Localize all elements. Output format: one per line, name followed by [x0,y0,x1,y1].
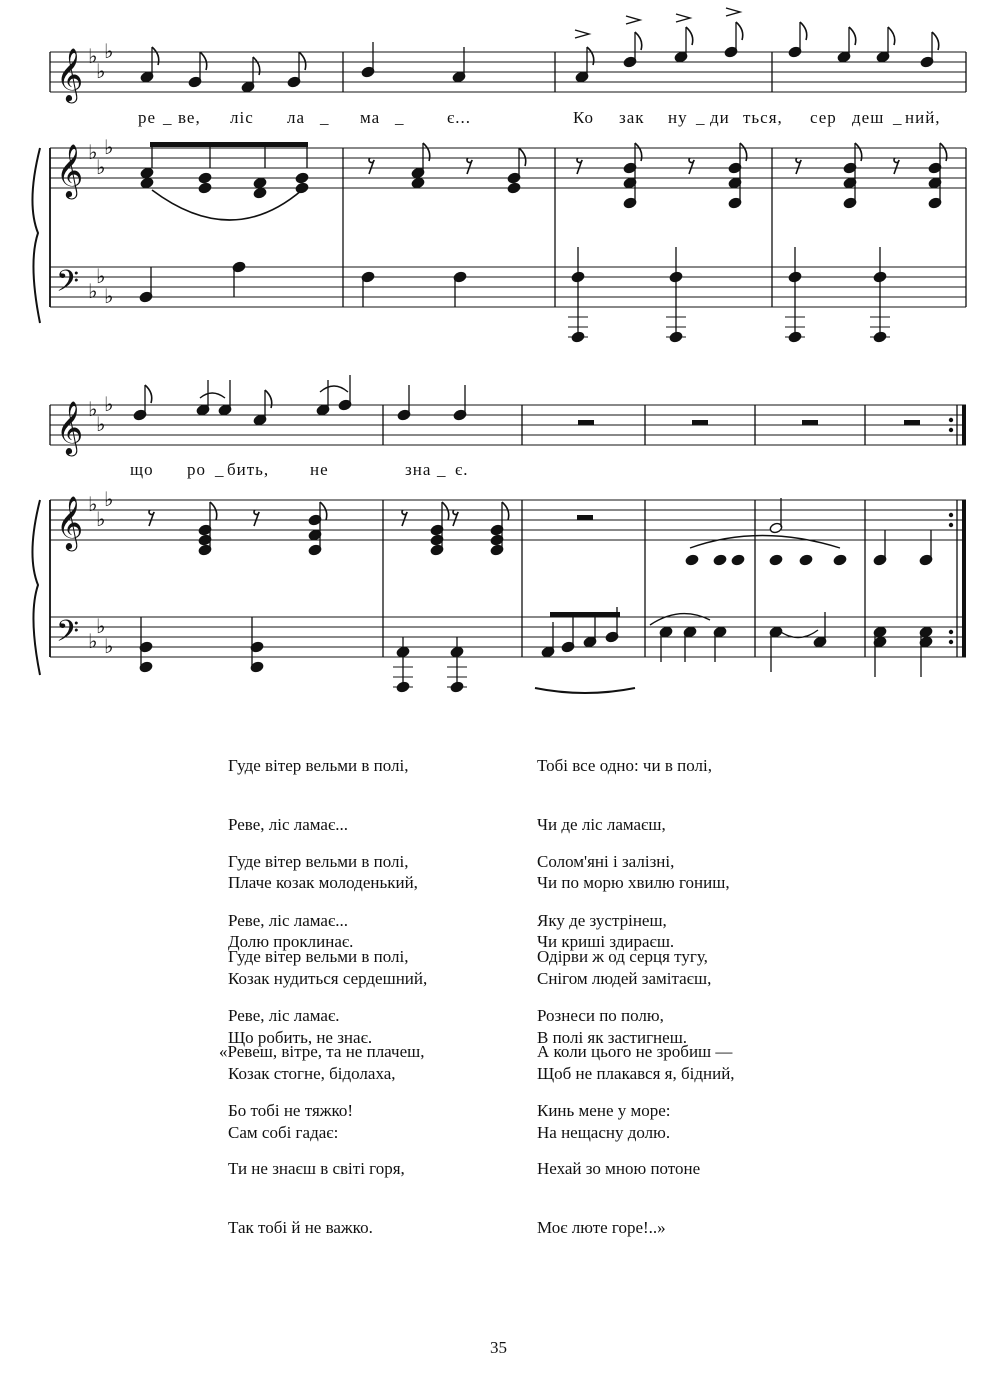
eighth-rest [894,158,899,174]
verse-line: Реве, ліс ламає... [228,910,349,930]
lyric-hyphen: _ [437,460,447,479]
flat-sign: ♭ [88,397,98,421]
slur [650,614,710,625]
note-head [731,554,745,566]
repeat-dot [949,428,953,432]
flat-sign: ♭ [88,492,98,516]
verse-line: Чи де ліс ламаєш, [537,814,666,834]
lyric-syllable: що [130,460,154,479]
lyric-hyphen: _ [395,108,405,127]
verse-line: Козак стогне, бідолаха, [228,1064,396,1083]
note-flag [635,32,642,50]
beam [550,612,620,617]
verse-line: Чи криші здираєш. [537,931,675,951]
flat-sign: ♭ [88,44,98,68]
tie [320,386,348,392]
verse-line: Солом'яні і залізні, [537,852,675,871]
eighth-rest [369,158,374,174]
verse-line: Долю проклинає. [228,931,354,951]
verse-line: Щоб не плакався я, бідний, [537,1064,735,1083]
lyric-hyphen: _ [696,108,706,127]
verse-line: Ти не знаєш в світі горя, [228,1159,405,1178]
whole-rest [802,420,818,425]
verse-line: Снігом людей замітаєш, [537,969,712,988]
flat-sign: ♭ [96,412,106,436]
lyric-syllable: є... [447,108,472,127]
eighth-rest [254,510,259,526]
verse-line: Плаче козак молоденький, [228,873,418,892]
lyric-hyphen: _ [893,108,903,127]
verse-line: Реве, ліс ламає. [228,1005,340,1025]
verse-line: Реве, ліс ламає... [228,814,349,834]
note-flag [502,502,509,520]
lyric-syllable: ться, [743,108,783,127]
verse-line: На нещасну долю. [537,1122,671,1142]
verse-line: «Ревеш, вітре, та не плачеш, [219,1042,425,1061]
note-head [198,172,212,184]
lyric-syllable: деш [852,108,885,127]
note-head [140,177,154,189]
piano-brace [32,500,40,675]
lyric-hyphen: _ [215,460,225,479]
lyric-syllable: ний, [905,108,941,127]
verse-line: В полі як застигнеш. [537,1027,688,1047]
lyric-syllable: ро [187,460,206,479]
verse-line: Козак нудиться сердешний, [228,969,428,988]
flat-sign: ♭ [104,392,114,416]
verse-line: Моє люте горе!..» [537,1217,666,1237]
accent-mark [676,14,690,22]
note-head [253,187,267,199]
flat-sign: ♭ [96,155,106,179]
note-flag [800,22,807,40]
flat-sign: ♭ [96,264,106,288]
verse-line: Кинь мене у море: [537,1100,671,1120]
repeat-dot [949,523,953,527]
lyric-syllable: ліс [230,108,254,127]
note-flag [519,148,526,166]
slur [778,630,818,638]
verse-line: Сам собі гадає: [228,1122,339,1142]
bass-clef: 𝄢 [56,615,80,656]
flat-sign: ♭ [104,487,114,511]
whole-rest [692,420,708,425]
note-head [685,554,699,566]
lyric-syllable: бить, [227,460,270,479]
note-flag [888,27,895,45]
lyric-syllable: сер [810,108,837,127]
flat-sign: ♭ [104,135,114,159]
flat-sign: ♭ [104,39,114,63]
lyric-hyphen: _ [163,108,173,127]
note-head [411,177,425,189]
tie [200,393,225,398]
note-head [253,177,267,189]
repeat-dot [949,513,953,517]
verse-line: Гуде вітер вельми в полі, [228,852,409,871]
note-flag [932,32,939,50]
eighth-rest [149,510,154,526]
note-head [295,182,309,194]
flat-sign: ♭ [88,279,98,303]
verse-line: Що робить, не знає. [228,1027,373,1047]
note-flag [200,52,207,70]
note-flag [210,502,217,520]
piano-brace [32,148,40,323]
treble-clef: 𝄞 [56,143,84,197]
whole-rest [577,515,593,520]
note-head [198,182,212,194]
eighth-rest [689,158,694,174]
slur [690,536,840,549]
flat-sign: ♭ [88,629,98,653]
eighth-rest [577,158,582,174]
flat-sign: ♭ [96,59,106,83]
lyric-syllable: зак [619,108,645,127]
eighth-rest [796,158,801,174]
flat-sign: ♭ [96,614,106,638]
verse-line: Рознеси по полю, [537,1005,664,1025]
lyric-syllable: ла [287,108,306,127]
whole-rest [904,420,920,425]
lyric-syllable: не [310,460,329,479]
verse-line: Чи по морю хвилю гониш, [537,873,730,892]
flat-sign: ♭ [88,140,98,164]
lyric-syllable: Ко [573,108,594,127]
repeat-dot [949,630,953,634]
bass-clef: 𝄢 [56,265,80,306]
verse-line: Так тобі й не важко. [228,1217,373,1237]
note-flag [299,52,306,70]
verse-line: Нехай зо мною потоне [537,1159,701,1178]
accent-mark [626,16,640,24]
note-flag [686,27,693,45]
note-flag [849,27,856,45]
flat-sign: ♭ [104,284,114,308]
verse-line: А коли цього не зробиш — [537,1042,733,1061]
beam [150,142,308,147]
note-head [769,554,783,566]
page-number: 35 [490,1338,507,1357]
lyric-syllable: зна [405,460,432,479]
note-flag [442,502,449,520]
accent-mark [726,8,740,16]
verse-line: Гуде вітер вельми в полі, [228,947,409,966]
verse-line: Тобі все одно: чи в полі, [537,756,712,775]
eighth-rest [402,510,407,526]
verse-line: Гуде вітер вельми в полі, [228,756,409,775]
note-head [140,167,154,179]
lyric-syllable: ве, [178,108,201,127]
slur [535,688,635,693]
eighth-rest [453,510,458,526]
verse-line: Бо тобі не тяжко! [228,1100,354,1120]
treble-clef: 𝄞 [56,400,84,454]
flat-sign: ♭ [104,634,114,658]
verse-stanza [219,1003,424,1257]
lyric-hyphen: _ [320,108,330,127]
treble-clef: 𝄞 [56,47,84,101]
repeat-dot [949,640,953,644]
flat-sign: ♭ [96,507,106,531]
note-flag [145,385,152,403]
note-head [713,554,727,566]
verse-line: Яку де зустрінеш, [537,910,667,930]
verse-stanza [537,1003,732,1257]
note-head [833,554,847,566]
lyric-syllable: ма [360,108,381,127]
lyric-syllable: є. [455,460,469,479]
note-head [295,172,309,184]
note-flag [736,22,743,40]
note-head [507,182,521,194]
slur [152,190,302,220]
lyric-syllable: ну [668,108,688,127]
verse-line: Одірви ж од серця тугу, [537,947,708,966]
whole-rest [578,420,594,425]
accent-mark [575,30,589,38]
repeat-dot [949,418,953,422]
lyric-syllable: ре [138,108,157,127]
note-flag [320,502,327,520]
eighth-rest [467,158,472,174]
treble-clef: 𝄞 [56,495,84,549]
lyric-syllable: ди [710,108,730,127]
note-head [799,554,813,566]
